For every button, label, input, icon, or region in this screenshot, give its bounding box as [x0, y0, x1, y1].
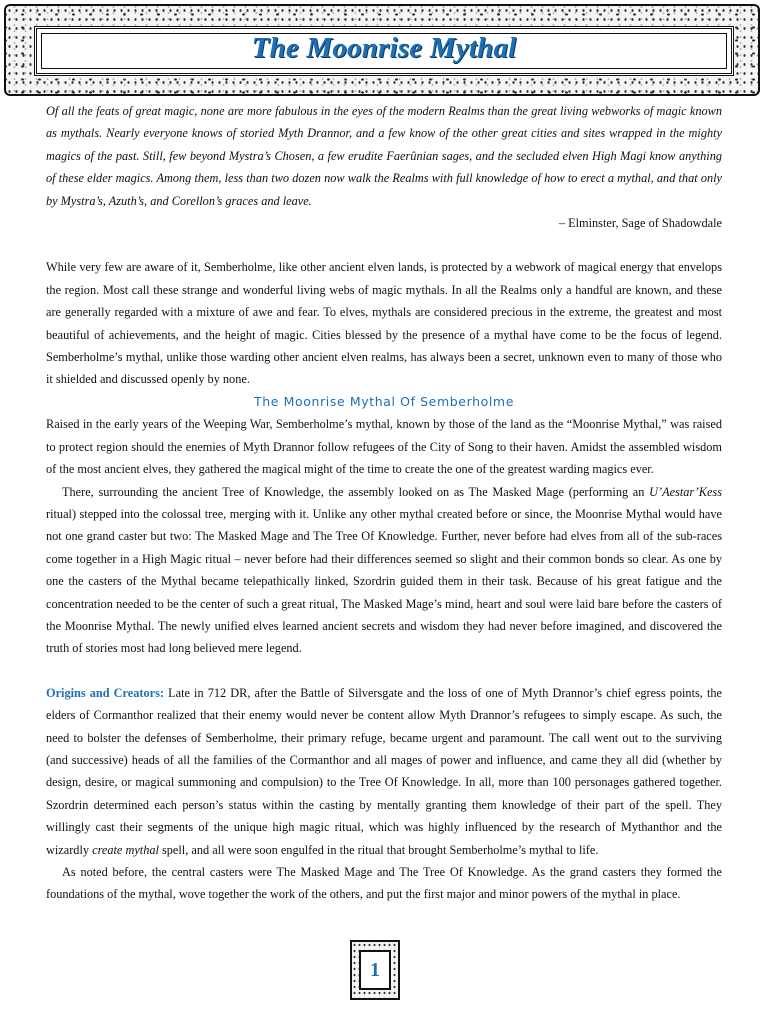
text-run: spell, and all were soon engulfed in the ritual that brought Semberholme’s mythal to life. — [158, 842, 599, 857]
title-banner — [4, 4, 760, 96]
origins-label: Origins and Creators: — [46, 685, 164, 700]
section-heading: The Moonrise Mythal Of Semberholme — [254, 393, 514, 409]
page-number-box — [350, 940, 400, 1000]
origins-paragraph — [46, 682, 722, 861]
italic-term: create mythal — [92, 842, 159, 857]
page-number: 1 — [359, 950, 391, 990]
intro-paragraph: While very few are aware of it, Semberholme, like other ancient elven lands, is protected by a webwork of magical energy that envelops the region. Most call these strange and wonderful living webs of magic mythals. In all the Realms only a handful are known, and these are generally regarded with a mixture of awe and fear. To elves, mythals are considered precious in the extreme, the greatest and most beautiful of achievements, and the height of magic. Cities blessed by the presence of a mythal have come to be the focus of legend. Semberholme’s mythal, unlike those warding other ancient elven realms, has always been a secret, unknown even to many of those who it shielded and discussed openly by none. — [46, 260, 722, 387]
title-frame — [34, 26, 734, 76]
text-run: Late in 712 DR, after the Battle of Silversgate and the loss of one of Myth Drannor’s chief egress points, the elders of Cormanthor realized that their enemy would never be content allow Myth Drannor’s refugees to simply escape. As such, the need to bolster the defenses of Semberholme, their primary refuge, became urgent and paramount. The call went out to the surviving (and successive) heads of all the families of the Cormanthor and all mages of power and influence, and came they all did (whether by design, desire, or magical summoning and compulsion) to the Tree Of Knowledge. In all, more than 100 personages gathered together. Szordrin determined each person’s status within the casting by mentally granting them knowledge of their part of the spell. They willingly cast their segments of the unique high magic ritual, which was highly influenced by the research of Mythanthor and the wizardly — [46, 685, 722, 857]
page-title: The Moonrise Mythal — [251, 32, 517, 64]
spacer — [46, 234, 722, 256]
text-run: There, surrounding the ancient Tree of Knowledge, the assembly looked on as The Masked Mage (performing an — [62, 484, 650, 499]
section-paragraph-1: Raised in the early years of the Weeping War, Semberholme’s mythal, known by those of the land as the “Moonrise Mythal,” was raised to protect region should the enemies of Myth Drannor follow refugees of the City of Song to their haven. Amidst the assembled wisdom of the most ancient elves, they gathered the magical might of the time to create the one of the greatest warding magics ever. — [46, 417, 722, 477]
quote-attribution: – Elminster, Sage of Shadowdale — [558, 216, 722, 231]
final-paragraph: As noted before, the central casters were The Masked Mage and The Tree Of Knowledge. As the grand casters they formed the foundations of the mythal, wove together the work of the others, and put the first major and minor powers of the mythal in place. — [46, 865, 722, 902]
opening-quote: Of all the feats of great magic, none are more fabulous in the eyes of the modern Realms than the great living webworks of magic known as mythals. Nearly everyone knows of storied Myth Drannor, and a few know of the other great cities and sites wrapped in the mighty magics of the past. Still, few beyond Mystra’s Chosen, a few erudite Faerûnian sages, and the secluded elven High Magi know anything of these elder magics. Among them, less than two dozen now walk the Realms with full knowledge of how to erect a mythal, and that only by Mystra’s, Azuth’s, and Corellon’s graces and leave. — [46, 104, 722, 208]
section-paragraph-2 — [46, 481, 722, 660]
text-run: ritual) stepped into the colossal tree, merging with it. Unlike any other mythal created before or since, the Moonrise Mythal would have not one grand caster but two: The Masked Mage and The Tree Of Knowledge. Further, never before had elves from all of the sub-races come together in a High Magic ritual – never before had their differences seemed so slight and their common bonds so clear. As one by one the casters of the Mythal became telepathically linked, Szordrin guided them in their task. Because of his great fatigue and the concentration needed to be the center of such a great ritual, The Masked Mage’s mind, heart and soul were laid bare before the casters of the Moonrise Mythal. The newly unified elves learned ancient secrets and wisdom they had never before imagined, and discovered the truth of stories most had long believed mere legend. — [46, 506, 722, 656]
spacer — [46, 660, 722, 682]
italic-term: U’Aestar’Kess — [649, 484, 722, 499]
document-body — [46, 100, 722, 906]
